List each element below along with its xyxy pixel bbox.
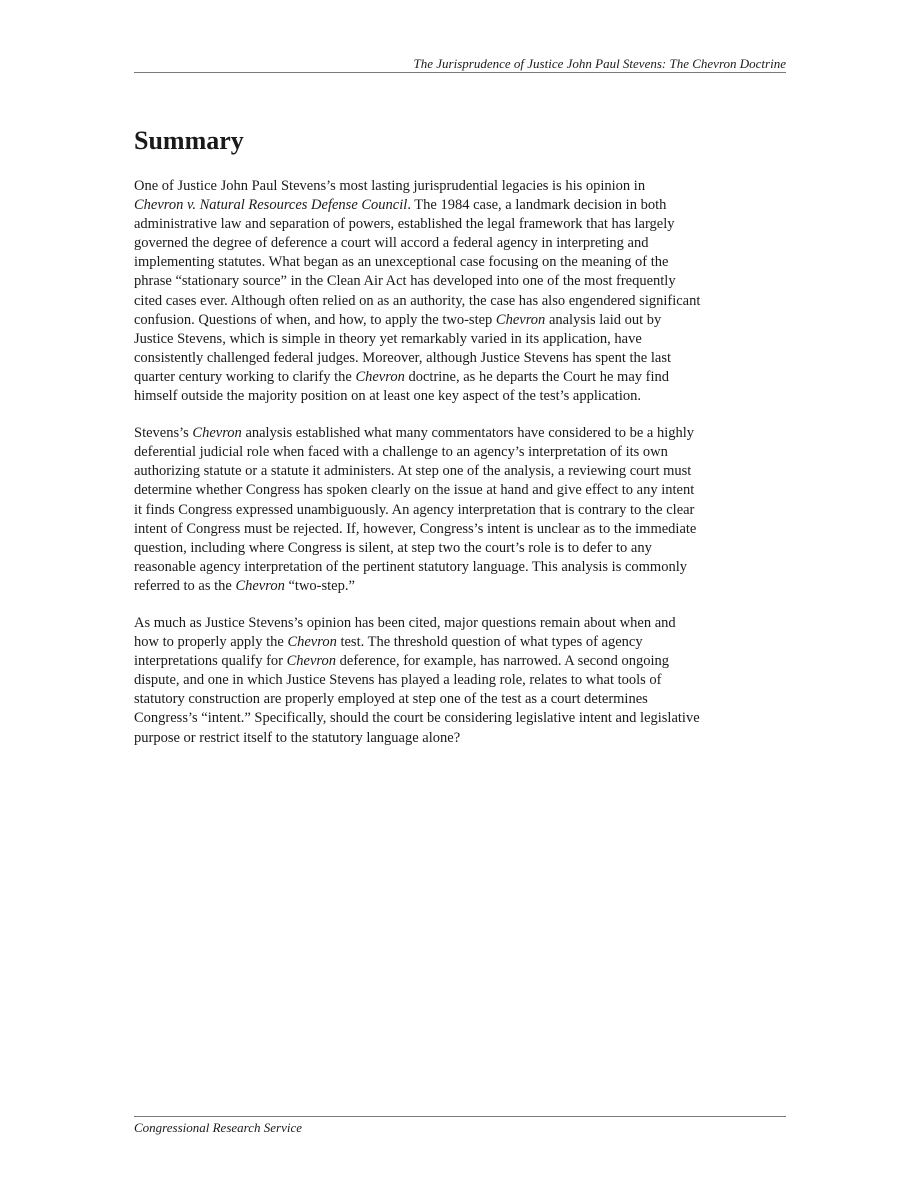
text-segment: test. The threshold question of what types of agency — [336, 634, 643, 651]
text-segment: referred to as the — [134, 577, 236, 594]
text-line — [134, 349, 786, 368]
text-line — [134, 577, 786, 596]
text-segment: . The 1984 case, a landmark decision in both — [407, 197, 667, 214]
text-segment: how to properly apply the — [134, 634, 288, 651]
text-segment: analysis established what many commentators have considered to be a highly — [241, 425, 695, 442]
running-header-title: The Jurisprudence of Justice John Paul Stevens: The Chevron Doctrine — [413, 56, 786, 71]
text-line — [134, 462, 786, 481]
text-line — [134, 729, 786, 748]
italic-text-segment: Chevron — [192, 425, 242, 442]
text-segment: doctrine, as he departs the Court he may find — [404, 368, 670, 385]
text-line — [134, 443, 786, 462]
italic-text-segment: Chevron — [286, 653, 337, 670]
text-segment: deference, for example, has narrowed. A second ongoing — [336, 653, 669, 670]
text-line — [134, 177, 786, 196]
text-segment: Justice Stevens, which is simple in theory yet remarkably varied in its application, have — [134, 330, 642, 347]
text-segment: governed the degree of deference a court will accord a federal agency in interpreting and — [134, 235, 649, 252]
text-segment: intent of Congress must be rejected. If, however, Congress’s intent is unclear as to the immediate — [134, 520, 697, 537]
text-segment: phrase “stationary source” in the Clean Air Act has developed into one of the most frequently — [134, 273, 676, 290]
text-segment: statutory construction are properly employed at step one of the test as a court determines — [134, 691, 648, 708]
text-line — [134, 215, 786, 234]
text-line — [134, 272, 786, 291]
text-segment: implementing statutes. What began as an unexceptional case focusing on the meaning of the — [134, 254, 669, 271]
text-line — [134, 539, 786, 558]
text-segment: Stevens’s — [134, 425, 193, 442]
footer-rule — [134, 1116, 786, 1117]
text-segment: interpretations qualify for — [134, 653, 287, 670]
text-line — [134, 614, 786, 633]
summary-paragraph — [134, 614, 786, 748]
summary-paragraph — [134, 424, 786, 596]
text-line — [134, 633, 786, 652]
text-segment: “two-step.” — [284, 577, 355, 594]
text-segment: it finds Congress expressed unambiguously. An agency interpretation that is contrary to the clear — [134, 501, 695, 518]
header-rule — [134, 72, 786, 73]
text-segment: determine whether Congress has spoken clearly on the issue at hand and give effect to any intent — [134, 482, 695, 499]
text-line — [134, 501, 786, 520]
text-line — [134, 481, 786, 500]
italic-text-segment: Chevron — [495, 311, 546, 328]
summary-paragraph — [134, 177, 786, 406]
text-line — [134, 311, 786, 330]
text-line — [134, 558, 786, 577]
text-segment: dispute, and one in which Justice Stevens has played a leading role, relates to what tools of — [134, 672, 662, 689]
italic-text-segment: Chevron — [235, 577, 285, 594]
text-line — [134, 368, 786, 387]
text-line — [134, 253, 786, 272]
italic-text-segment: Chevron — [287, 634, 337, 651]
italic-text-segment: Chevron — [355, 368, 405, 385]
text-line — [134, 292, 786, 311]
text-segment: authorizing statute or a statute it administers. At step one of the analysis, a reviewing court must — [134, 463, 692, 480]
text-line — [134, 330, 786, 349]
text-segment: consistently challenged federal judges. Moreover, although Justice Stevens has spent the last — [134, 349, 671, 366]
text-line — [134, 424, 786, 443]
summary-body — [134, 177, 786, 766]
text-segment: As much as Justice Stevens’s opinion has been cited, major questions remain about when and — [134, 614, 676, 631]
text-segment: Congress’s “intent.” Specifically, should the court be considering legislative intent and legislative — [134, 710, 700, 727]
text-segment: deferential judicial role when faced with a challenge to an agency’s interpretation of its own — [134, 444, 668, 461]
text-line — [134, 671, 786, 690]
text-segment: quarter century working to clarify the — [134, 368, 356, 385]
text-segment: administrative law and separation of powers, established the legal framework that has largely — [134, 216, 675, 233]
text-segment: himself outside the majority position on at least one key aspect of the test’s application. — [134, 388, 641, 405]
text-segment: question, including where Congress is silent, at step two the court’s role is to defer to any — [134, 539, 652, 556]
text-line — [134, 387, 786, 406]
italic-text-segment: Chevron v. Natural Resources Defense Council — [134, 197, 408, 214]
text-line — [134, 234, 786, 253]
text-line — [134, 520, 786, 539]
text-line — [134, 690, 786, 709]
text-line — [134, 196, 786, 215]
text-segment: reasonable agency interpretation of the pertinent statutory language. This analysis is commonly — [134, 558, 687, 575]
running-footer-publisher: Congressional Research Service — [134, 1120, 302, 1135]
text-segment: purpose or restrict itself to the statutory language alone? — [134, 729, 461, 746]
text-segment: analysis laid out by — [545, 311, 662, 328]
section-heading: Summary — [134, 126, 244, 155]
text-segment: One of Justice John Paul Stevens’s most lasting jurisprudential legacies is his opinion in — [134, 178, 646, 194]
text-segment: confusion. Questions of when, and how, to apply the two-step — [134, 311, 496, 328]
text-segment: cited cases ever. Although often relied on as an authority, the case has also engendered significant — [134, 292, 701, 309]
text-line — [134, 709, 786, 728]
text-line — [134, 652, 786, 671]
